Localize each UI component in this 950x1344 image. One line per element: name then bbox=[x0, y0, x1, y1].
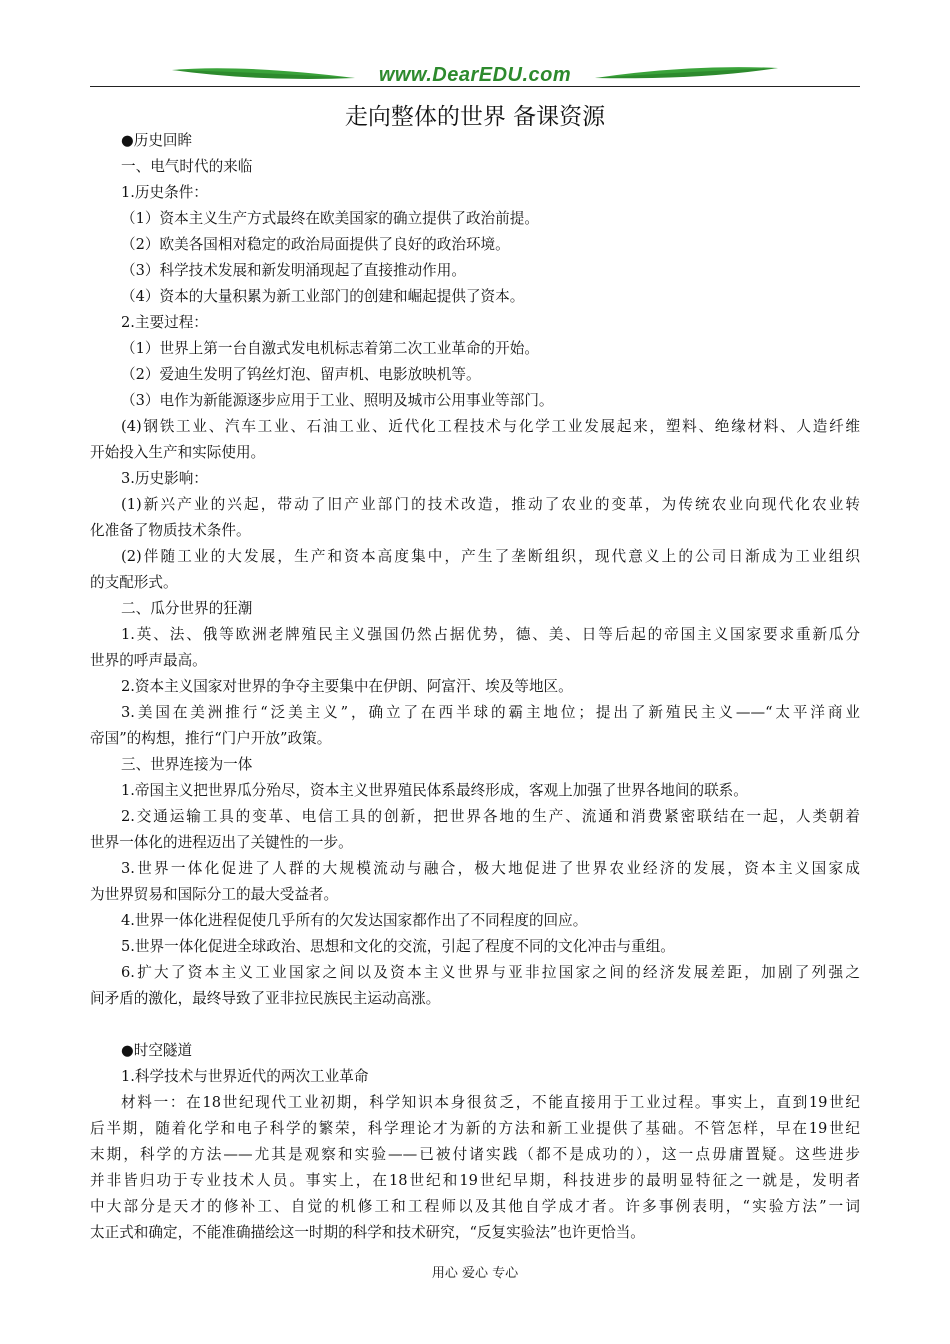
text-line: 2.资本主义国家对世界的争夺主要集中在伊朗、阿富汗、埃及等地区。 bbox=[121, 678, 573, 695]
text-line: （1）资本主义生产方式最终在欧美国家的确立提供了政治前提。 bbox=[121, 210, 539, 227]
header-divider bbox=[90, 86, 860, 87]
text-line: 一、电气时代的来临 bbox=[121, 158, 253, 175]
text-line: 开始投入生产和实际使用。 bbox=[90, 444, 266, 461]
text-line: 材料一：在18世纪现代工业初期，科学知识本身很贫乏，不能直接用于工业过程。事实上，直到19世纪 bbox=[121, 1094, 860, 1111]
text-line: 末期，科学的方法——尤其是观察和实验——已被付诸实践（都不是成功的），这一点毋庸置疑。这些进步 bbox=[90, 1146, 860, 1163]
site-logo-text[interactable]: www.DearEDU.com bbox=[378, 64, 572, 86]
text-line: 帝国”的构想，推行“门户开放”政策。 bbox=[90, 730, 332, 747]
text-line: 的支配形式。 bbox=[90, 574, 178, 591]
text-line: （2）欧美各国相对稳定的政治局面提供了良好的政治环境。 bbox=[121, 236, 510, 253]
text-line: 4.世界一体化进程促使几乎所有的欠发达国家都作出了不同程度的回应。 bbox=[121, 912, 588, 929]
text-line: 2.主要过程： bbox=[121, 314, 208, 331]
text-line: 5.世界一体化促进全球政治、思想和文化的交流，引起了程度不同的文化冲击与重组。 bbox=[121, 938, 675, 955]
text-line: (4)钢铁工业、汽车工业、石油工业、近代化工程技术与化学工业发展起来，塑料、绝缘材料、人造纤维 bbox=[121, 418, 860, 435]
text-line: 间矛盾的激化，最终导致了亚非拉民族民主运动高涨。 bbox=[90, 990, 441, 1007]
text-line: （4）资本的大量积累为新工业部门的创建和崛起提供了资本。 bbox=[121, 288, 525, 305]
text-line: 太正式和确定，不能准确描绘这一时期的科学和技术研究，“反复实验法”也许更恰当。 bbox=[90, 1224, 645, 1241]
text-line: 三、世界连接为一体 bbox=[121, 756, 253, 773]
site-header-banner bbox=[90, 58, 860, 94]
text-line: ●时空隧道 bbox=[121, 1042, 193, 1059]
text-line: 3.世界一体化促进了人群的大规模流动与融合，极大地促进了世界农业经济的发展，资本主义国家成 bbox=[121, 860, 860, 877]
document-title: 走向整体的世界 备课资源 bbox=[344, 104, 606, 130]
text-line: 世界一体化的进程迈出了关键性的一步。 bbox=[90, 834, 353, 851]
text-line: 3.美国在美洲推行“泛美主义”，确立了在西半球的霸主地位；提出了新殖民主义——“太平洋商业 bbox=[121, 704, 860, 721]
text-line: 为世界贸易和国际分工的最大受益者。 bbox=[90, 886, 339, 903]
text-line: 6.扩大了资本主义工业国家之间以及资本主义世界与亚非拉国家之间的经济发展差距，加剧了列强之 bbox=[121, 964, 860, 981]
text-line: 1.科学技术与世界近代的两次工业革命 bbox=[121, 1068, 369, 1085]
text-line: 2.交通运输工具的变革、电信工具的创新，把世界各地的生产、流通和消费紧密联结在一起，人类朝着 bbox=[121, 808, 860, 825]
text-line: 1.历史条件： bbox=[121, 184, 208, 201]
text-line: 1.帝国主义把世界瓜分殆尽，资本主义世界殖民体系最终形成，客观上加强了世界各地间的联系。 bbox=[121, 782, 748, 799]
text-line: 1.英、法、俄等欧洲老牌殖民主义强国仍然占据优势，德、美、日等后起的帝国主义国家要求重新瓜分 bbox=[121, 626, 860, 643]
text-line: （3）电作为新能源逐步应用于工业、照明及城市公用事业等部门。 bbox=[121, 392, 554, 409]
text-line: 化准备了物质技术条件。 bbox=[90, 522, 251, 539]
document-body bbox=[90, 128, 860, 1246]
text-line: 后半期，随着化学和电子科学的繁荣，科学理论才为新的方法和新工业提供了基础。不管怎样，早在19世纪 bbox=[90, 1120, 860, 1137]
text-line: （3）科学技术发展和新发明涌现起了直接推动作用。 bbox=[121, 262, 466, 279]
text-line: 世界的呼声最高。 bbox=[90, 652, 207, 669]
blank-line bbox=[90, 1012, 860, 1038]
text-line: 并非皆归功于专业技术人员。事实上，在18世纪和19世纪早期，科技进步的最明显特征之一就是，发明者 bbox=[90, 1172, 860, 1189]
page-footer: 用心 爱心 专心 bbox=[431, 1266, 519, 1281]
text-line: 3.历史影响： bbox=[121, 470, 208, 487]
text-line: 二、瓜分世界的狂潮 bbox=[121, 600, 253, 617]
text-line: 中大部分是天才的修补工、自觉的机修工和工程师以及其他自学成才者。许多事例表明，“实验方法”一词 bbox=[90, 1198, 860, 1215]
text-line: （2）爱迪生发明了钨丝灯泡、留声机、电影放映机等。 bbox=[121, 366, 481, 383]
text-line: (1)新兴产业的兴起，带动了旧产业部门的技术改造，推动了农业的变革，为传统农业向现代化农业转 bbox=[121, 496, 860, 513]
text-line: ●历史回眸 bbox=[121, 132, 193, 149]
text-line: (2)伴随工业的大发展，生产和资本高度集中，产生了垄断组织，现代意义上的公司日渐成为工业组织 bbox=[121, 548, 860, 565]
text-line: （1）世界上第一台自激式发电机标志着第二次工业革命的开始。 bbox=[121, 340, 539, 357]
